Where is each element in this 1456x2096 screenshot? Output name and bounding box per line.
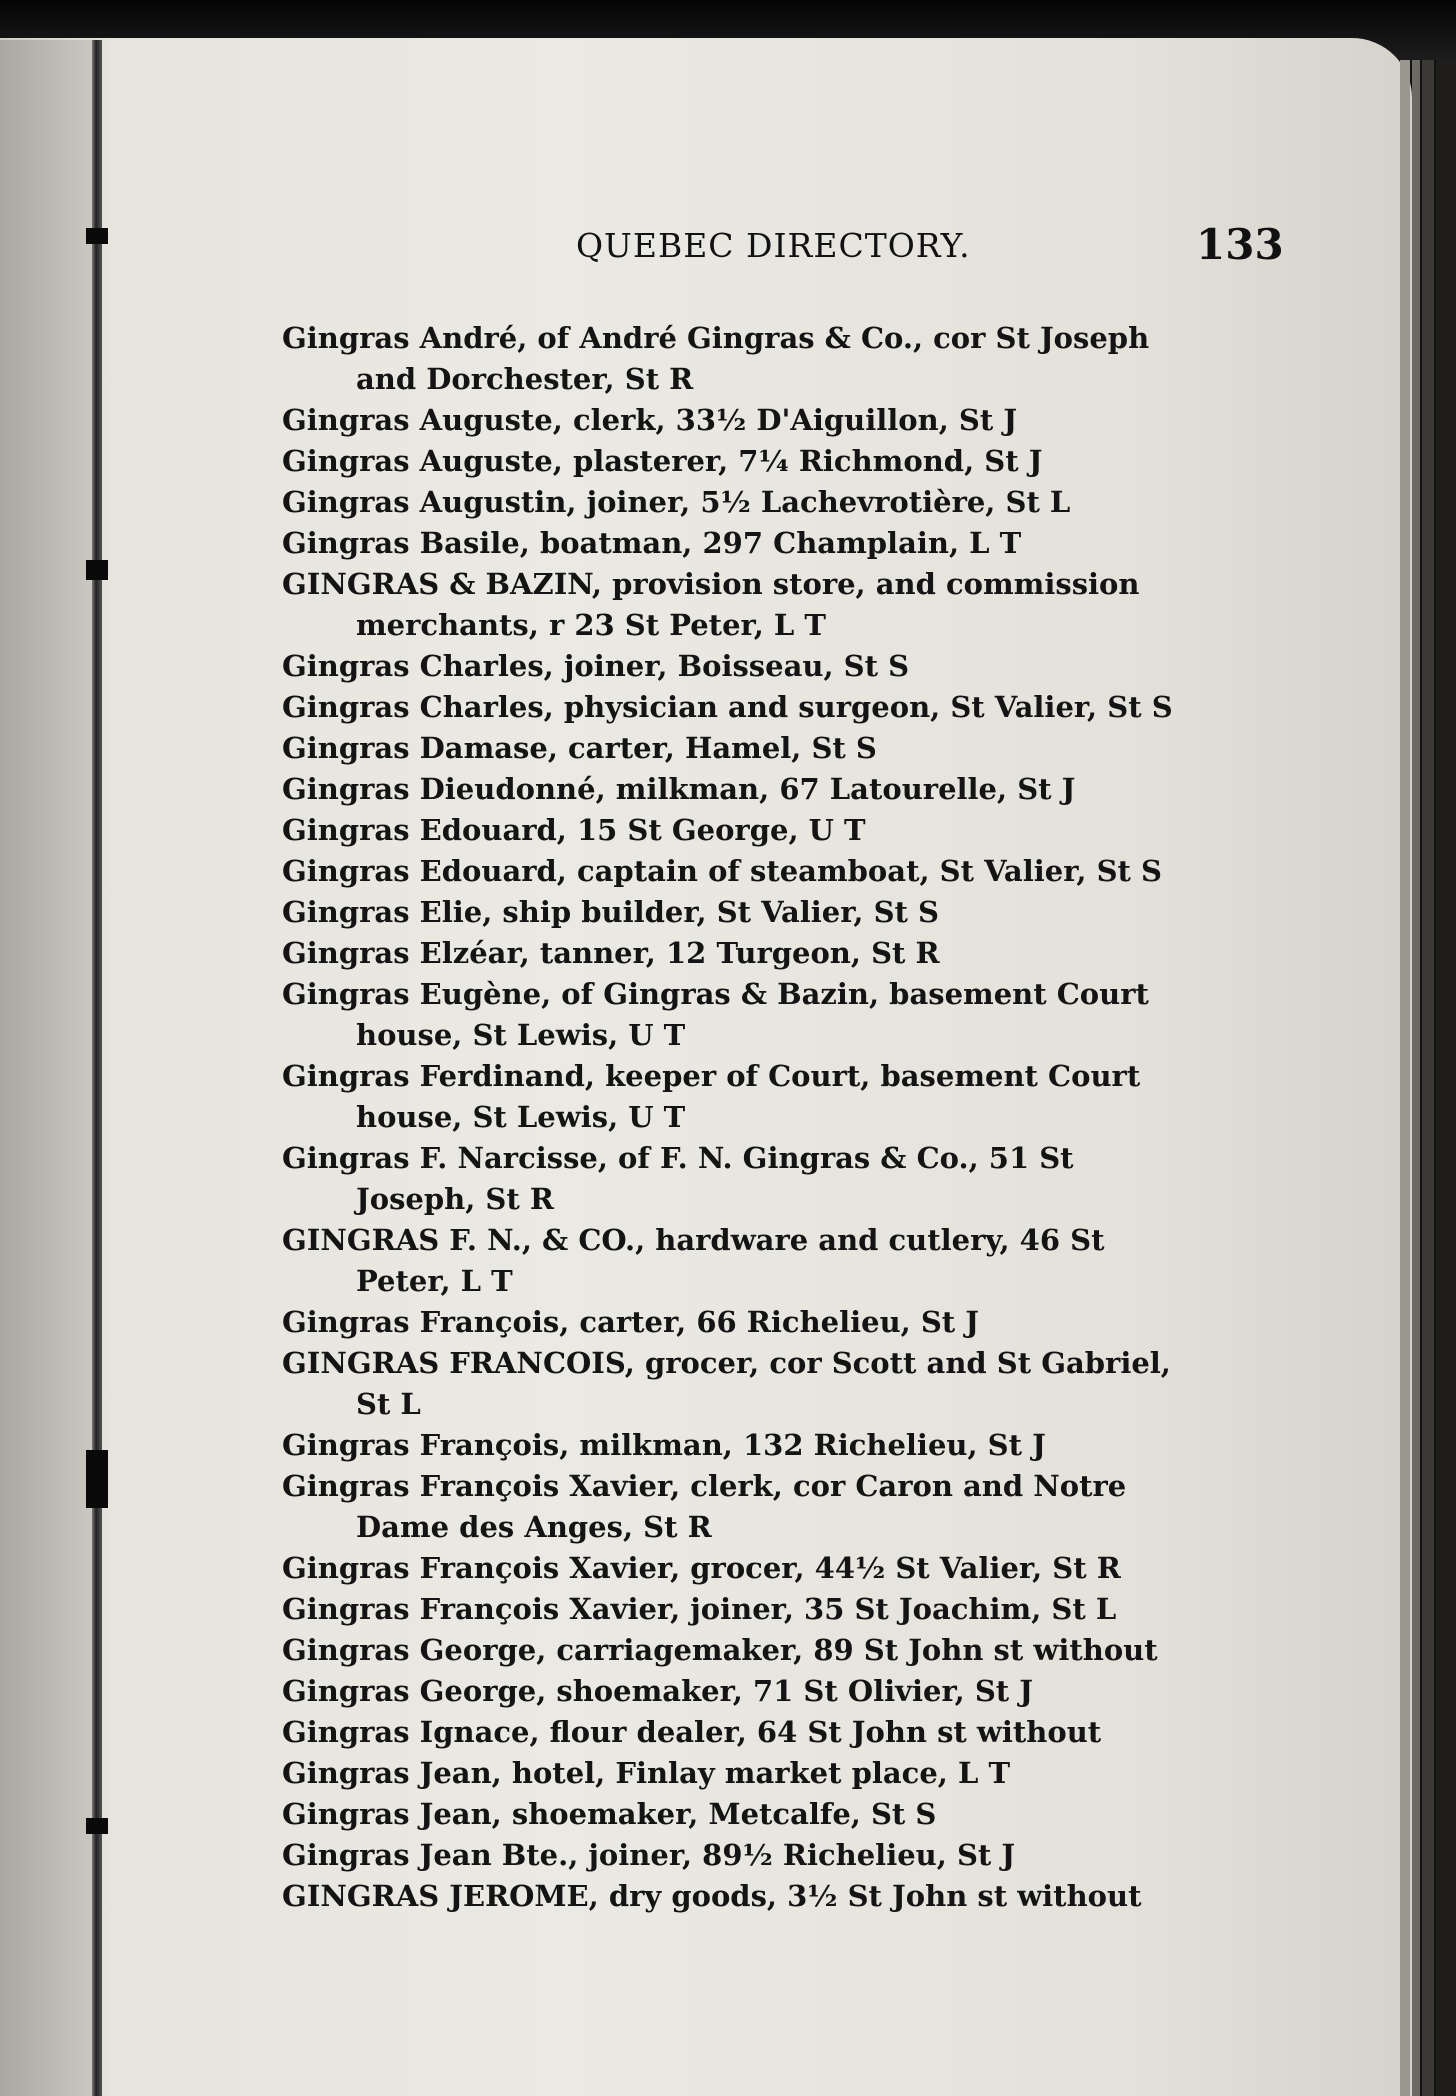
directory-entry <box>282 1589 1282 1630</box>
directory-entry <box>282 1548 1282 1589</box>
entry-line: Gingras Augustin, joiner, 5½ Lachevrotière, St L <box>282 485 1071 519</box>
directory-entry <box>282 523 1282 564</box>
entry-line: GINGRAS & BAZIN, provision store, and commission <box>282 567 1140 601</box>
directory-entry <box>282 769 1282 810</box>
directory-entry <box>282 1712 1282 1753</box>
entry-line: Gingras Edouard, 15 St George, U T <box>282 813 866 847</box>
directory-entry <box>282 933 1282 974</box>
entry-line: Gingras François Xavier, clerk, cor Caron and Notre <box>282 1469 1127 1503</box>
entry-line: Gingras Charles, joiner, Boisseau, St S <box>282 649 910 683</box>
entry-line: Joseph, St R <box>356 1182 554 1216</box>
binding-stitch <box>86 1450 108 1508</box>
binding-gutter <box>0 40 92 2096</box>
page-edge <box>1400 60 1410 2096</box>
directory-entry <box>282 646 1282 687</box>
directory-entry <box>282 441 1282 482</box>
entry-line: house, St Lewis, U T <box>356 1100 686 1134</box>
directory-entry <box>282 482 1282 523</box>
directory-entry <box>282 1425 1282 1466</box>
directory-entry <box>282 728 1282 769</box>
entry-line: merchants, r 23 St Peter, L T <box>356 608 826 642</box>
entry-line: Dame des Anges, St R <box>356 1510 712 1544</box>
entry-line: Gingras François, milkman, 132 Richelieu, St J <box>282 1428 1046 1462</box>
page-edge <box>1412 60 1420 2096</box>
entry-line: Gingras Elie, ship builder, St Valier, St S <box>282 895 939 929</box>
directory-entry <box>282 1876 1282 1917</box>
running-header <box>0 222 1456 272</box>
entry-line: Peter, L T <box>356 1264 513 1298</box>
binding-stitch <box>86 560 108 580</box>
directory-entry <box>282 1835 1282 1876</box>
entry-line: Gingras F. Narcisse, of F. N. Gingras & Co., 51 St <box>282 1141 1074 1175</box>
directory-entry <box>282 318 1282 400</box>
directory-entry <box>282 1753 1282 1794</box>
entry-line: St L <box>356 1387 421 1421</box>
page-edge <box>1422 60 1434 2096</box>
entry-line: Gingras Auguste, plasterer, 7¼ Richmond, St J <box>282 444 1043 478</box>
entry-line: GINGRAS F. N., & CO., hardware and cutlery, 46 St <box>282 1223 1105 1257</box>
directory-entry <box>282 1302 1282 1343</box>
entry-line: Gingras Jean, hotel, Finlay market place, L T <box>282 1756 1011 1790</box>
directory-entry <box>282 1630 1282 1671</box>
entry-line: Gingras Dieudonné, milkman, 67 Latourelle, St J <box>282 772 1076 806</box>
header-title: QUEBEC DIRECTORY. <box>576 226 971 265</box>
entry-line: Gingras Jean, shoemaker, Metcalfe, St S <box>282 1797 937 1831</box>
entry-line: Gingras François Xavier, joiner, 35 St Joachim, St L <box>282 1592 1117 1626</box>
entry-line: Gingras François, carter, 66 Richelieu, St J <box>282 1305 980 1339</box>
directory-entry <box>282 1794 1282 1835</box>
directory-entry <box>282 687 1282 728</box>
entry-line: Gingras Jean Bte., joiner, 89½ Richelieu, St J <box>282 1838 1016 1872</box>
page-edge <box>1436 60 1456 2096</box>
binding-stitch <box>86 1818 108 1834</box>
entry-line: Gingras Auguste, clerk, 33½ D'Aiguillon, St J <box>282 403 1018 437</box>
directory-entry <box>282 851 1282 892</box>
entry-line: Gingras Charles, physician and surgeon, St Valier, St S <box>282 690 1173 724</box>
directory-entry <box>282 974 1282 1056</box>
directory-entry <box>282 1056 1282 1138</box>
binding-thread <box>92 40 102 2096</box>
entry-line: Gingras George, carriagemaker, 89 St John st without <box>282 1633 1158 1667</box>
entry-line: Gingras André, of André Gingras & Co., cor St Joseph <box>282 321 1150 355</box>
entry-line: house, St Lewis, U T <box>356 1018 686 1052</box>
entry-line: Gingras Ignace, flour dealer, 64 St John st without <box>282 1715 1102 1749</box>
directory-entry <box>282 810 1282 851</box>
directory-entry <box>282 892 1282 933</box>
entry-line: GINGRAS FRANCOIS, grocer, cor Scott and St Gabriel, <box>282 1346 1171 1380</box>
directory-entry <box>282 400 1282 441</box>
directory-entry <box>282 1220 1282 1302</box>
directory-entries <box>282 318 1282 1917</box>
directory-entry <box>282 1466 1282 1548</box>
entry-line: Gingras François Xavier, grocer, 44½ St Valier, St R <box>282 1551 1121 1585</box>
directory-entry <box>282 564 1282 646</box>
entry-line: Gingras Elzéar, tanner, 12 Turgeon, St R <box>282 936 940 970</box>
entry-line: Gingras Ferdinand, keeper of Court, basement Court <box>282 1059 1141 1093</box>
entry-line: and Dorchester, St R <box>356 362 694 396</box>
directory-entry <box>282 1671 1282 1712</box>
entry-line: Gingras Damase, carter, Hamel, St S <box>282 731 877 765</box>
directory-entry <box>282 1138 1282 1220</box>
page-number: 133 <box>1196 220 1284 269</box>
directory-entry <box>282 1343 1282 1425</box>
entry-line: GINGRAS JEROME, dry goods, 3½ St John st without <box>282 1879 1142 1913</box>
entry-line: Gingras Edouard, captain of steamboat, St Valier, St S <box>282 854 1162 888</box>
entry-line: Gingras Basile, boatman, 297 Champlain, L T <box>282 526 1022 560</box>
entry-line: Gingras George, shoemaker, 71 St Olivier, St J <box>282 1674 1033 1708</box>
entry-line: Gingras Eugène, of Gingras & Bazin, basement Court <box>282 977 1149 1011</box>
